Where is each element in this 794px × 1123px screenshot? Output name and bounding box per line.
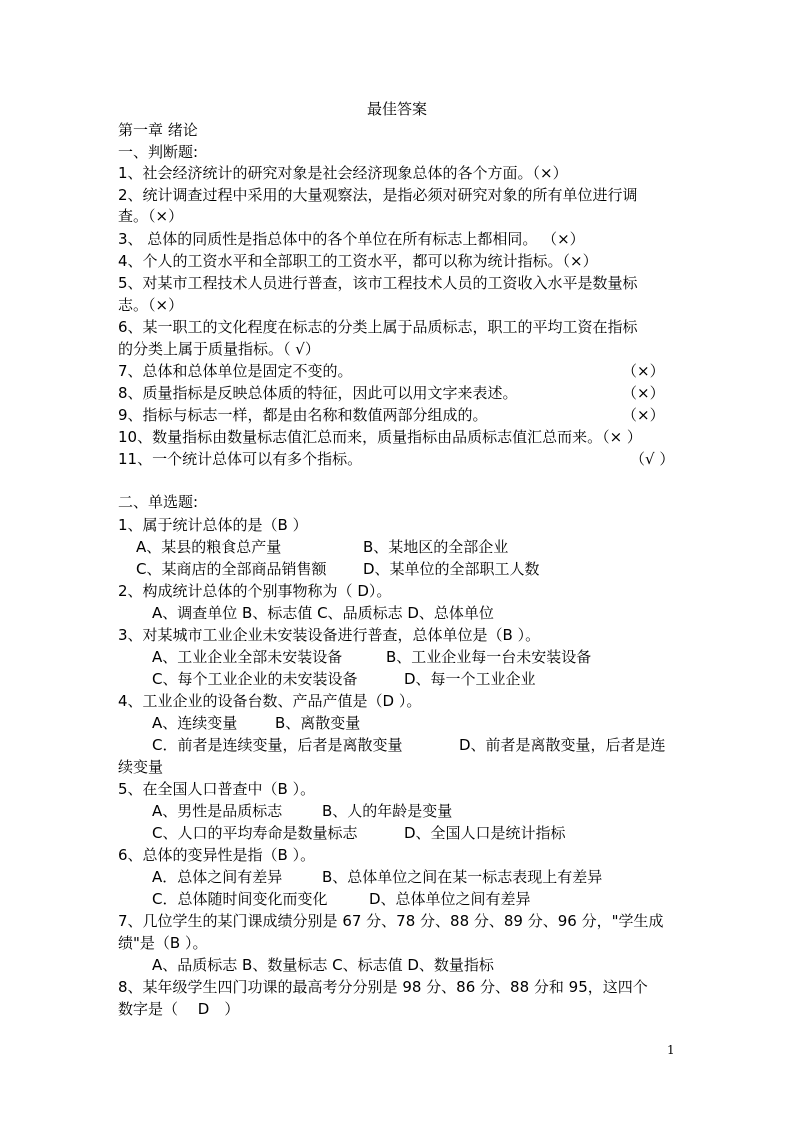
judge-item: 8、质量指标是反映总体质的特征，因此可以用文字来表述。 [118, 384, 518, 402]
judge-item: 9、指标与标志一样，都是由名称和数值两部分组成的。 [118, 406, 488, 424]
document-title: 最佳答案 [366, 100, 427, 118]
option: D、每一个工业企业 [404, 670, 536, 688]
question-continuation: 数字是（ D ） [118, 1000, 240, 1018]
option: A．总体之间有差异 [152, 868, 283, 886]
option: B、离散变量 [275, 714, 361, 732]
judge-answer-mark: （√ ） [630, 450, 675, 468]
question: 5、在全国人口普查中（B ）。 [118, 780, 316, 798]
option: C．前者是连续变量，后者是离散变量 [152, 736, 403, 754]
option: B、人的年龄是变量 [322, 802, 453, 820]
question: 4、工业企业的设备台数、产品产值是（D ）。 [118, 692, 422, 710]
judge-answer-mark: （×） [622, 406, 665, 424]
judge-item-continuation: 查。（×） [118, 207, 184, 225]
option: A、某县的粮食总产量 [136, 538, 282, 556]
option: C．总体随时间变化而变化 [152, 890, 328, 908]
question: 1、属于统计总体的是（B ） [118, 516, 308, 534]
judge-answer-mark: （×） [622, 362, 665, 380]
question: 7、几位学生的某门课成绩分别是 67 分、78 分、88 分、89 分、96 分，"学生成 [118, 912, 664, 930]
judge-item: 1、社会经济统计的研究对象是社会经济现象总体的各个方面。（×） [118, 164, 568, 182]
option-line: A、调查单位 B、标志值 C、品质标志 D、总体单位 [152, 604, 494, 622]
option: A、男性是品质标志 [152, 802, 283, 820]
judge-item: 11、一个统计总体可以有多个指标。 [118, 450, 363, 468]
judge-item: 6、某一职工的文化程度在标志的分类上属于品质标志，职工的平均工资在指标 [118, 318, 638, 336]
section-heading-single: 二、单选题: [118, 493, 199, 511]
judge-item: 4、个人的工资水平和全部职工的工资水平，都可以称为统计指标。（×） [118, 252, 598, 270]
option: C、某商店的全部商品销售额 [136, 560, 327, 578]
question: 8、某年级学生四门功课的最高考分分别是 98 分、86 分、88 分和 95，这四个 [118, 978, 648, 996]
judge-item: 3、 总体的同质性是指总体中的各个单位在所有标志上都相同。 （×） [118, 230, 585, 248]
option: B、某地区的全部企业 [363, 538, 509, 556]
option-line: A、品质标志 B、数量标志 C、标志值 D、数量指标 [152, 956, 494, 974]
option: A、连续变量 [152, 714, 238, 732]
judge-answer-mark: （×） [622, 384, 665, 402]
judge-item: 7、总体和总体单位是固定不变的。 [118, 362, 353, 380]
judge-item: 5、对某市工程技术人员进行普查，该市工程技术人员的工资收入水平是数量标 [118, 274, 638, 292]
judge-item: 2、统计调查过程中采用的大量观察法，是指必须对研究对象的所有单位进行调 [118, 186, 638, 204]
page-number: 1 [667, 1043, 675, 1057]
option: B、总体单位之间在某一标志表现上有差异 [322, 868, 603, 886]
judge-item-continuation: 志。（×） [118, 296, 184, 314]
option: D、总体单位之间有差异 [369, 890, 531, 908]
option: D、全国人口是统计指标 [404, 824, 566, 842]
question: 2、构成统计总体的个别事物称为（ D）。 [118, 582, 392, 600]
option: A、工业企业全部未安装设备 [152, 648, 343, 666]
option: D、某单位的全部职工人数 [363, 560, 540, 578]
chapter-heading: 第一章 绪论 [118, 121, 198, 139]
judge-item: 10、数量指标由数量标志值汇总而来，质量指标由品质标志值汇总而来。（× ） [118, 428, 642, 446]
option: D、前者是离散变量，后者是连 [459, 736, 666, 754]
option: B、工业企业每一台未安装设备 [386, 648, 592, 666]
option: C、人口的平均寿命是数量标志 [152, 824, 358, 842]
judge-item-continuation: 的分类上属于质量指标。（ √） [118, 340, 320, 358]
question: 3、对某城市工业企业未安装设备进行普查，总体单位是（B ）。 [118, 626, 541, 644]
section-heading-judge: 一、判断题: [118, 143, 199, 161]
option: C、每个工业企业的未安装设备 [152, 670, 358, 688]
question-continuation: 绩"是（B ）。 [118, 934, 208, 952]
question: 6、总体的变异性是指（B ）。 [118, 846, 316, 864]
option-continuation: 续变量 [118, 758, 164, 776]
